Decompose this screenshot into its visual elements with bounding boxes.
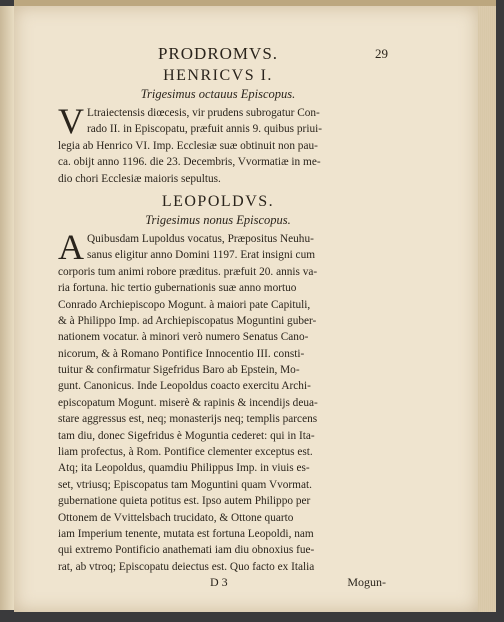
- text-line: qui extremo Pontificio anathemati iam diu obnoxius fue-: [58, 544, 315, 557]
- page-content: [58, 44, 388, 591]
- text-line: & à Philippo Imp. ad Archiepiscopatus Moguntini guber-: [58, 314, 317, 327]
- text-line: legia ab Henrico VI. Imp. Ecclesiæ suæ obtinuit non pau-: [58, 139, 318, 152]
- text-line: set, vtriusq; Episcopatus tam Moguntini quam Vvormat.: [58, 478, 312, 491]
- text-line: Conrado Archiepiscopo Mogunt. à maiori pate Capituli,: [58, 298, 311, 311]
- text-line: episcopatum Mogunt. miserè & rapinis & incendijs deua-: [58, 396, 318, 409]
- text-line: tuitur & confirmatur Sigefridus Baro ab Epstein, Mo-: [58, 364, 300, 377]
- facing-page-edge: [0, 6, 14, 610]
- text-line: Atq; ita Leopoldus, quamdiu Philippus Imp. in viuis es-: [58, 462, 310, 475]
- text-line: Quibusdam Lupoldus vocatus, Præpositus Neuhu-: [87, 232, 314, 245]
- section-heading-leopoldus: LEOPOLDVS.: [161, 192, 275, 210]
- text-line: gunt. Canonicus. Inde Leopoldus coacto exercitu Archi-: [58, 380, 311, 393]
- page-footer: [58, 575, 386, 591]
- running-head: PRODROMVS.: [157, 44, 279, 63]
- dropcap-a: A: [58, 226, 84, 267]
- text-line: rado II. in Episcopatu, præfuit annis 9. quibus priui-: [87, 123, 323, 136]
- text-line: liam profectus, à Rom. Pontifice clementer exceptus est.: [58, 446, 313, 459]
- paragraph-henricus: [58, 101, 378, 187]
- page-number: 29: [375, 46, 388, 61]
- text-line: ca. obijt anno 1196. die 23. Decembris, Vvormatiæ in me-: [58, 156, 321, 169]
- text-line: corporis tum animi robore præditus. præfuit 20. annis va-: [58, 265, 318, 278]
- text-line: gubernatione quieta potitus est. Ipso autem Philippo per: [58, 495, 311, 508]
- catchword: Mogun-: [347, 575, 386, 590]
- text-line: Ltraiectensis diœcesis, vir prudens subrogatur Con-: [87, 107, 320, 119]
- section-subheading-henricus: Trigesimus octauus Episcopus.: [140, 87, 296, 101]
- running-head-row: [58, 44, 388, 66]
- text-line: nationem vocatur. à minori verò numero Senatus Cano-: [58, 331, 309, 344]
- paragraph-leopoldus: [58, 226, 378, 575]
- page-fore-edge: [478, 6, 496, 612]
- text-line: dio chori Ecclesiæ maioris sepultus.: [58, 172, 221, 185]
- text-line: ria fortuna. hic tertio gubernationis suæ anno mortuo: [58, 282, 297, 295]
- text-line: tam diu, donec Sigefridus è Moguntia cederet: qui in Ita-: [58, 429, 315, 442]
- text-line: rat, ab vtroq; Episcopatu deiectus est. Quo facto ex Italia: [58, 560, 315, 573]
- dropcap-v: V: [58, 101, 84, 141]
- section-subheading-leopoldus: Trigesimus nonus Episcopus.: [145, 212, 291, 227]
- text-line: nicorum, & à Romano Pontifice Innocentio III. consti-: [58, 347, 305, 360]
- text-line: iam Imperium tenente, mutata est fortuna Leopoldi, nam: [58, 527, 314, 540]
- text-line: sanus eligitur anno Domini 1197. Erat insigni cum: [87, 249, 316, 262]
- section-heading-henricus: HENRICVS I.: [163, 67, 273, 84]
- signature-mark: D 3: [210, 575, 228, 590]
- text-line: Ottonem de Vvittelsbach trucidato, & Ottone quarto: [58, 511, 294, 524]
- text-line: stare aggressus est, neq; monasterijs neq; templis parcens: [58, 413, 318, 426]
